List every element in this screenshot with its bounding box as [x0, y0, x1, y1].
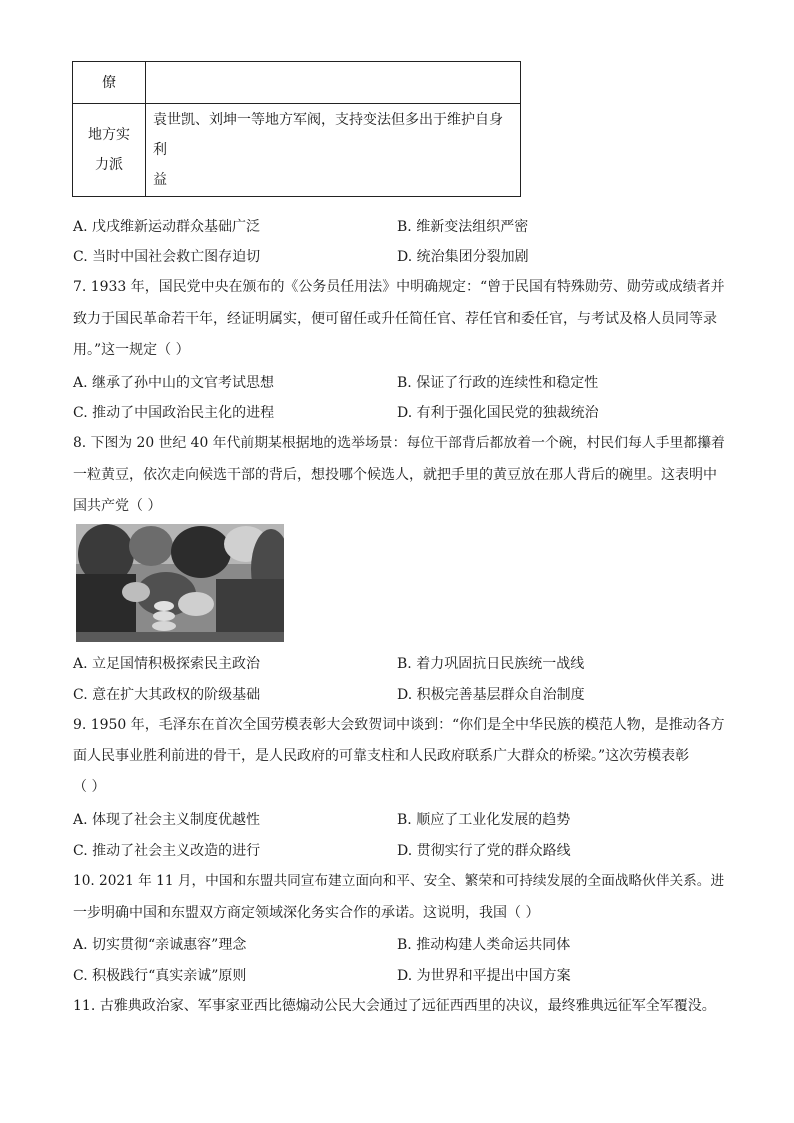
election-photo	[76, 524, 284, 642]
q9-stem-line: （ ）	[73, 779, 106, 795]
q6-option-d: D. 统治集团分裂加剧	[397, 249, 529, 265]
q8-option-c: C. 意在扩大其政权的阶级基础	[73, 687, 261, 703]
q7-option-a: A. 继承了孙中山的文官考试思想	[73, 375, 275, 391]
q7-stem-line: 用。”这一规定（ ）	[73, 342, 190, 358]
q9-option-c: C. 推动了社会主义改造的进行	[73, 843, 261, 859]
q8-stem-line: 8. 下图为 20 世纪 40 年代前期某根据地的选举场景：每位干部背后都放着一个碗，村民们每人手里都攥着	[73, 435, 725, 451]
table-row	[73, 104, 521, 197]
q10-option-d: D. 为世界和平提出中国方案	[397, 968, 571, 984]
q7-stem-line: 7. 1933 年，国民党中央在颁布的《公务员任用法》中明确规定：“曾于民国有特殊勋劳、勋劳或成绩者并	[73, 279, 725, 295]
q6-option-c: C. 当时中国社会救亡图存迫切	[73, 249, 261, 265]
table-cell-category	[73, 62, 146, 104]
q9-stem-line: 面人民事业胜利前进的骨干，是人民政府的可靠支柱和人民政府联系广大群众的桥梁。”这次劳模表彰	[73, 748, 690, 764]
q9-option-a: A. 体现了社会主义制度优越性	[73, 812, 261, 828]
q7-stem-line: 致力于国民革命若干年，经证明属实，便可留任或升任简任官、荐任官和委任官，与考试及格人员同等录	[73, 311, 717, 327]
cell-text: 力派	[95, 157, 123, 173]
q8-option-b: B. 着力巩固抗日民族统一战线	[397, 656, 585, 672]
cell-text: 袁世凯、刘坤一等地方军阀，支持变法但多出于维护自身利	[153, 112, 503, 158]
q9-option-d: D. 贯彻实行了党的群众路线	[397, 843, 571, 859]
q6-option-b: B. 维新变法组织严密	[397, 219, 529, 235]
q6-option-a: A. 戊戌维新运动群众基础广泛	[73, 219, 261, 235]
q7-option-b: B. 保证了行政的连续性和稳定性	[397, 375, 599, 391]
q7-option-d: D. 有利于强化国民党的独裁统治	[397, 405, 599, 421]
q8-stem-line: 一粒黄豆，依次走向候选干部的背后，想投哪个候选人，就把手里的黄豆放在那人背后的碗里。这表明中	[73, 467, 717, 483]
q10-stem-line: 10. 2021 年 11 月，中国和东盟共同宣布建立面向和平、安全、繁荣和可持续发展的全面战略伙伴关系。进	[73, 873, 725, 889]
table-row	[73, 62, 521, 104]
q10-option-a: A. 切实贯彻“亲诚惠容”理念	[73, 937, 247, 953]
q8-option-d: D. 积极完善基层群众自治制度	[397, 687, 585, 703]
cell-text: 僚	[102, 74, 116, 91]
q11-stem-line: 11. 古雅典政治家、军事家亚西比德煽动公民大会通过了远征西西里的决议，最终雅典远征军全军覆没。	[73, 998, 716, 1014]
q7-option-c: C. 推动了中国政治民主化的进程	[73, 405, 275, 421]
q8-option-a: A. 立足国情积极探索民主政治	[73, 656, 261, 672]
cell-text: 地方实	[88, 127, 130, 143]
q9-option-b: B. 顺应了工业化发展的趋势	[397, 812, 571, 828]
cell-text: 益	[153, 172, 167, 188]
info-table	[72, 61, 521, 197]
table-cell-description	[146, 104, 521, 197]
q10-option-b: B. 推动构建人类命运共同体	[397, 937, 571, 953]
q8-stem-line: 国共产党（ ）	[73, 498, 162, 514]
q9-stem-line: 9. 1950 年，毛泽东在首次全国劳模表彰大会致贺词中谈到：“你们是全中华民族的模范人物，是推动各方	[73, 717, 725, 733]
table-cell-description	[146, 62, 521, 104]
q10-stem-line: 一步明确中国和东盟双方商定领域深化务实合作的承诺。这说明，我国（ ）	[73, 905, 540, 921]
election-photo-image	[76, 524, 284, 642]
q10-option-c: C. 积极践行“真实亲诚”原则	[73, 968, 247, 984]
table-cell-category	[73, 104, 146, 197]
